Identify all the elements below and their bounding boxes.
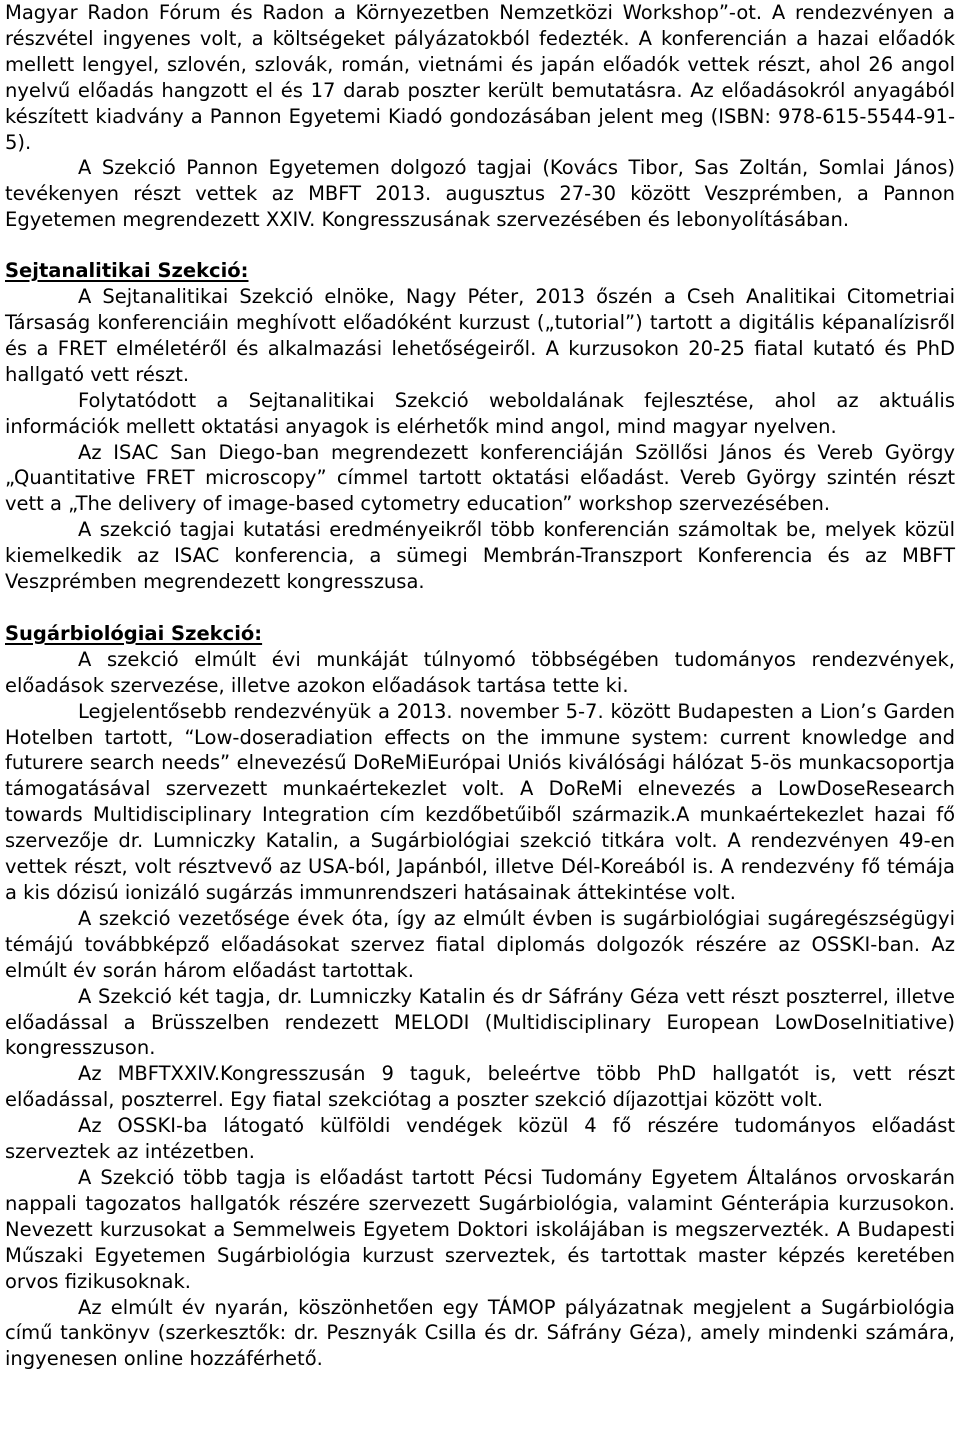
section-paragraph: Az OSSKI-ba látogató külföldi vendégek közül 4 fő részére tudományos előadást szerveztek az intézetben.	[5, 1114, 955, 1164]
section-paragraph: Legjelentősebb rendezvényük a 2013. november 5-7. között Budapesten a Lion’s Garden Hotelben tartott, “Low-doseradiation effects on the immune system: current knowledge and futurere search needs” elnevezésű DoReMiEurópai Uniós kiválósági hálózat 5-ös munkacsoportja támogatásával szervezett munkaértekezlet volt. A DoReMi elnevezés a LowDoseResearch towards Multidisciplinary Integration cím kezdőbetűiből származik.A munkaértekezlet hazai fő szervezője dr. Lumniczky Katalin, a Sugárbiológiai szekció titkára volt. A rendezvényen 49-en vettek részt, volt résztvevő az USA-ból, Japánból, illetve Dél-Koreából is. A rendezvény fő témája a kis dózisú ionizáló sugárzás immunrendszeri hatásainak áttekintése volt.	[5, 699, 955, 904]
section-paragraph: A Sejtanalitikai Szekció elnöke, Nagy Péter, 2013 őszén a Cseh Analitikai Citometriai Társaság konferenciáin meghívott előadóként kurzust („tutorial”) tartott a digitális képanalízisről és a FRET elméletéről és alkalmazási lehetőségeiről. A kurzusokon 20-25 fiatal kutató és PhD hallgató vett részt.	[5, 285, 955, 386]
section-paragraph: A Szekció több tagja is előadást tartott Pécsi Tudomány Egyetem Általános orvoskarán nappali tagozatos hallgatók részére szervezett Sugárbiológia, valamint Génterápia kurzusokon. Nevezett kurzusokat a Semmelweis Egyetem Doktori iskolájában is megszervezték. A Budapesti Műszaki Egyetemen Sugárbiológia kurzust szerveztek, és tartottak master képzés keretében orvos fizikusoknak.	[5, 1165, 955, 1293]
section-paragraph: Az elmúlt év nyarán, köszönhetően egy TÁMOP pályázatnak megjelent a Sugárbiológia című tankönyv (szerkesztők: dr. Pesznyák Csilla és dr. Sáfrány Géza), amely mindenki számára, ingyenesen online hozzáférhető.	[5, 1295, 955, 1371]
section-title: Sugárbiológiai Szekció:	[5, 621, 263, 645]
section-sugarbiologiai	[5, 621, 955, 1372]
intro-paragraph-1: Magyar Radon Fórum és Radon a Környezetben Nemzetközi Workshop”-ot. A rendezvényen a részvétel ingyenes volt, a költségeket pályázatokból fedezték. A konferencián a hazai előadók mellett lengyel, szlovén, szlovák, román, vietnámi és japán előadók vettek részt, ahol 26 angol nyelvű előadás hangzott el és 17 darab poszter került bemutatásra. Az előadásokról anyagából készített kiadvány a Pannon Egyetemi Kiadó gondozásában jelent meg (ISBN: 978-615-5544-91-5).	[5, 1, 955, 154]
section-paragraph: Folytatódott a Sejtanalitikai Szekció weboldalának fejlesztése, ahol az aktuális információk mellett oktatási anyagok is elérhetők mind angol, mind magyar nyelven.	[5, 388, 955, 438]
intro-paragraph-2: A Szekció Pannon Egyetemen dolgozó tagjai (Kovács Tibor, Sas Zoltán, Somlai János) tevékenyen részt vettek az MBFT 2013. augusztus 27-30 között Veszprémben, a Pannon Egyetemen megrendezett XXIV. Kongresszusának szervezésében és lebonyolításában.	[5, 156, 955, 232]
section-paragraph: A szekció elmúlt évi munkáját túlnyomó többségében tudományos rendezvények, előadások szervezése, illetve azokon előadások tartása tette ki.	[5, 647, 955, 697]
section-title: Sejtanalitikai Szekció:	[5, 259, 249, 283]
section-paragraph: A szekció tagjai kutatási eredményeikről több konferencián számoltak be, melyek közül kiemelkedik az ISAC konferencia, a sümegi Membrán-Transzport Konferencia és az MBFT Veszprémben megrendezett kongresszusa.	[5, 518, 955, 594]
section-paragraph: A Szekció két tagja, dr. Lumniczky Katalin és dr Sáfrány Géza vett részt poszterrel, illetve előadással a Brüsszelben rendezett MELODI (Multidisciplinary European LowDoseInitiative) kongresszuson.	[5, 984, 955, 1060]
section-paragraph: Az ISAC San Diego-ban megrendezett konferenciáján Szöllősi János és Vereb György „Quantitative FRET microscopy” címmel tartott oktatási előadást. Vereb György szintén részt vett a „The delivery of image-based cytometry education” workshop szervezésében.	[5, 440, 955, 516]
section-sejtanalitikai	[5, 258, 955, 595]
section-paragraph: Az MBFTXXIV.Kongresszusán 9 taguk, beleértve több PhD hallgatót is, vett részt előadással, poszterrel. Egy fiatal szekciótag a poszter szekció díjazottjai között volt.	[5, 1062, 955, 1112]
section-paragraph: A szekció vezetősége évek óta, így az elmúlt évben is sugárbiológiai sugáregészségügyi témájú továbbképző előadásokat szervez fiatal diplomás dolgozók részére az OSSKI-ban. Az elmúlt év során három előadást tartottak.	[5, 906, 955, 982]
document-page	[5, 0, 955, 1372]
